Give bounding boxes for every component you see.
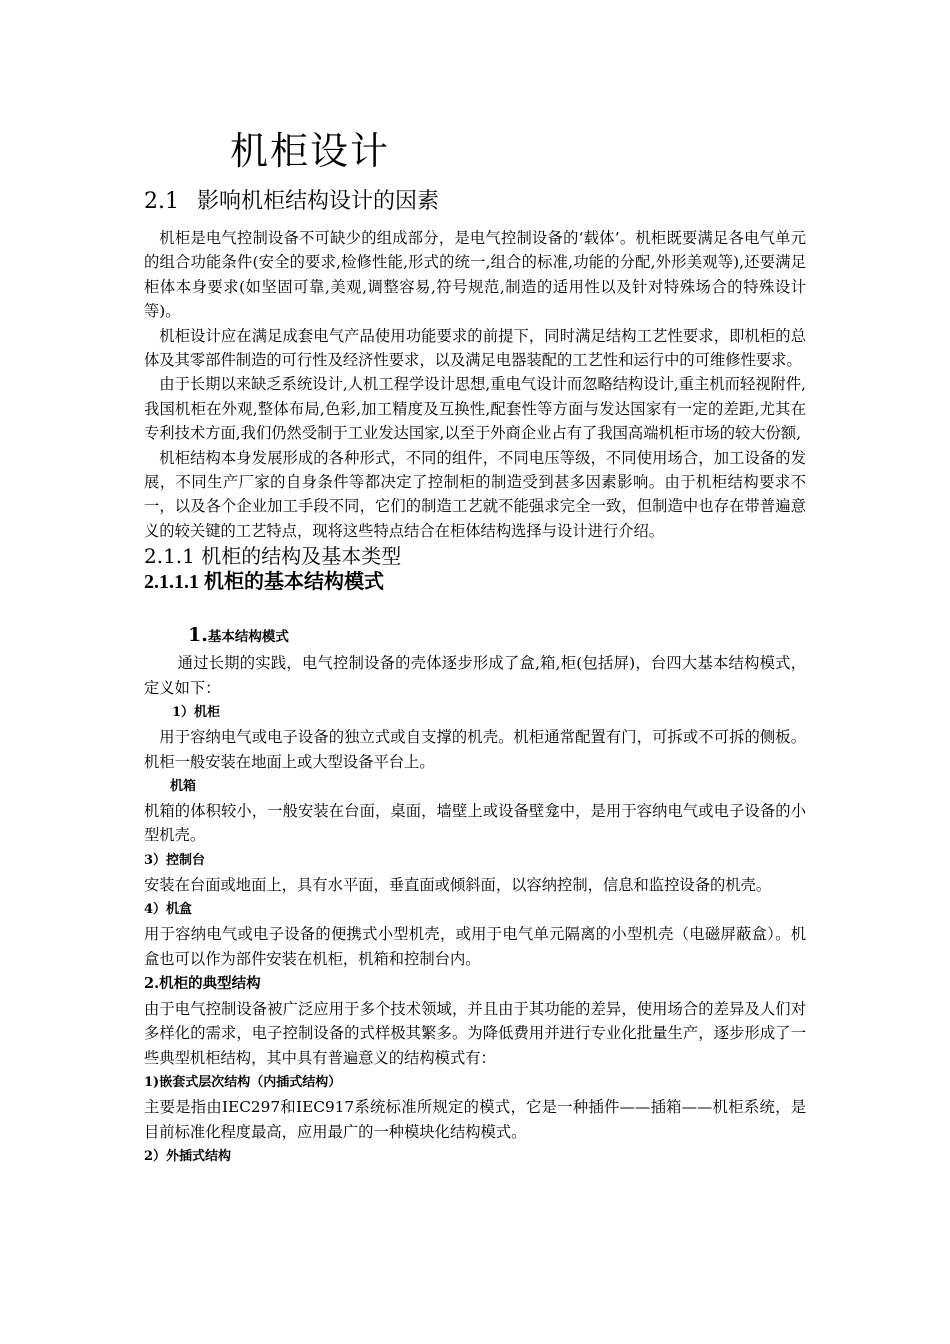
subsection-heading: 2.1.1 机柜的结构及基本类型	[144, 544, 402, 569]
intro-paragraph-1: 机柜是电气控制设备不可缺少的组成部分，是电气控制设备的‘载体’。机柜既要满足各电气单元的组合功能条件(安全的要求,检修性能,形式的统一,组合的标准,功能的分配,外形美观等),还要满足柜体本身要求(如坚固可靠,美观,调整容易,符号规范,制造的适用性以及针对特殊场合的特殊设计等)。	[144, 229, 806, 321]
type-heading-console: 3）控制台	[144, 852, 206, 868]
struct1-paragraph: 主要是指由IEC297和IEC917系统标准所规定的模式，它是一种插件——插箱——机柜系统，是目前标准化程度最高，应用最广的一种模块化结构模式。	[144, 1098, 806, 1141]
struct1-heading: 1)嵌套式层次结构（内插式结构）	[144, 1075, 342, 1091]
type-paragraph-case: 机箱的体积较小，一般安装在台面，桌面，墙壁上或设备壁龛中，是用于容纳电气或电子设备的小型机壳。	[144, 801, 806, 845]
type-heading-cabinet: 1）机柜	[172, 705, 221, 721]
item1-paragraph: 通过长期的实践，电气控制设备的壳体逐步形成了盒,箱,柜(包括屏)，台四大基本结构模式，定义如下：	[144, 654, 806, 697]
section-title: 影响机柜结构设计的因素	[197, 189, 440, 214]
item2-paragraph: 由于电气控制设备被广泛应用于多个技术领域，并且由于其功能的差异，使用场合的差异及人们对多样化的需求，电子控制设备的式样极其繁多。为降低费用并进行专业化批量生产，逐步形成了一些典型机柜结构，其中具有普遍意义的结构模式有：	[144, 999, 806, 1067]
item1-title: 基本结构模式	[207, 629, 289, 646]
item2-heading: 2.机柜的典型结构	[144, 974, 261, 992]
type-paragraph-console: 安装在台面或地面上，具有水平面，垂直面或倾斜面，以容纳控制，信息和监控设备的机壳。	[144, 875, 772, 894]
type-paragraph-box: 用于容纳电气或电子设备的便携式小型机壳，或用于电气单元隔离的小型机壳（电磁屏蔽盒）。机盒也可以作为部件安装在机柜，机箱和控制台内。	[144, 925, 806, 968]
document-title: 机柜设计	[230, 129, 391, 173]
item1-heading	[188, 623, 806, 649]
intro-paragraph-3: 由于长期以来缺乏系统设计,人机工程学设计思想,重电气设计而忽略结构设计,重主机而轻视附件,我国机柜在外观,整体布局,色彩,加工精度及互换性,配套性等方面与发达国家有一定的差距,尤其在专利技术方面,我们仍然受制于工业发达国家,以至于外商企业占有了我国高端机柜市场的较大份额,	[144, 375, 806, 443]
type-paragraph-cabinet: 用于容纳电气或电子设备的独立式或自支撑的机壳。机柜通常配置有门，可拆或不可拆的侧板。机柜一般安装在地面上或大型设备平台上。	[144, 728, 806, 771]
section-number: 2.1	[144, 189, 179, 214]
type-heading-case: 机箱	[170, 778, 197, 794]
struct2-heading: 2）外插式结构	[144, 1148, 232, 1164]
type-heading-box: 4）机盒	[144, 902, 193, 918]
section-heading	[144, 184, 806, 220]
item1-number: 1.	[188, 624, 208, 647]
subsubsection-heading: 2.1.1.1 机柜的基本结构模式	[144, 571, 384, 594]
intro-paragraph-2: 机柜设计应在满足成套电气产品使用功能要求的前提下，同时满足结构工艺性要求，即机柜的总体及其零部件制造的可行性及经济性要求，以及满足电器装配的工艺性和运行中的可维修性要求。	[144, 326, 806, 370]
intro-paragraph-4: 机柜结构本身发展形成的各种形式，不同的组件，不同电压等级，不同使用场合，加工设备的发展，不同生产厂家的自身条件等都决定了控制柜的制造受到甚多因素影响。由于机柜结构要求不一，以及各个企业加工手段不同，它们的制造工艺就不能强求完全一致，但制造中也存在带普遍意义的较关键的工艺特点，现将这些特点结合在柜体结构选择与设计进行介绍。	[144, 448, 806, 540]
